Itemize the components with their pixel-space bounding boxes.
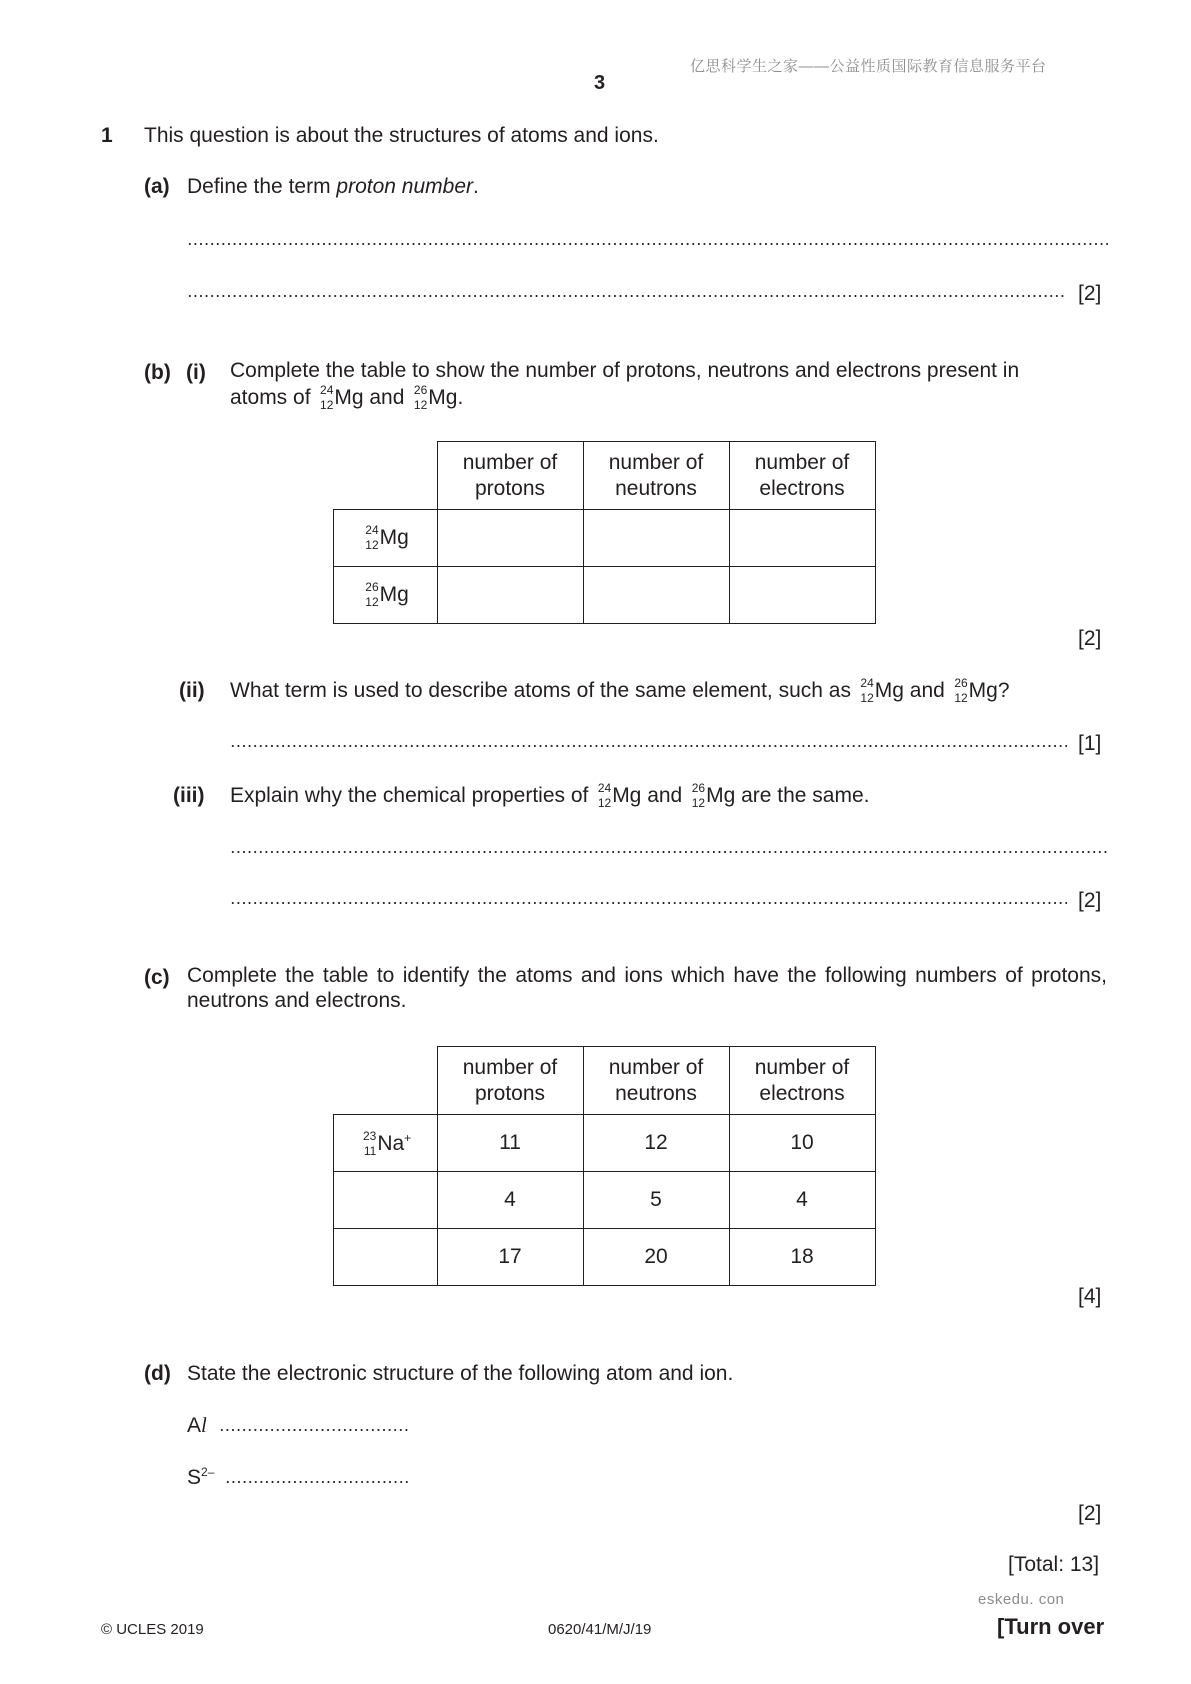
answer-line-b-iii-2[interactable] [230,885,1067,905]
answer-cell[interactable] [437,510,583,567]
part-d-marks: [2] [1078,1502,1102,1525]
part-b-iii-label: (iii) [173,784,205,807]
answer-line-a2[interactable] [187,278,1067,298]
answer-line-b-ii[interactable] [230,728,1067,748]
table-row [334,1115,876,1172]
table-cell: 12 [583,1115,729,1172]
nuclide-notation: 24 12 [860,676,874,705]
copyright: © UCLES 2019 [101,1621,204,1638]
table-row [334,510,876,567]
sulfide-ion-symbol: $S^{2-}$ [187,1465,215,1489]
part-b-i-line2: atoms of 24 12 Mg and 26 12 Mg. [230,383,464,412]
table-cell: 11 [437,1115,583,1172]
mg-isotope-table [333,441,876,624]
column-header: number of electrons [729,442,875,510]
answer-line-b-iii-1[interactable] [230,834,1108,854]
table-row [334,1229,876,1286]
table-cell: 4 [729,1172,875,1229]
nuclide-notation: 24 12 [320,383,334,412]
table-cell: 5 [583,1172,729,1229]
table-cell: 17 [437,1229,583,1286]
row-label: 24 12 Mg [334,510,438,567]
table-cell: 20 [583,1229,729,1286]
aluminium-symbol: Al [187,1413,207,1437]
column-header: number of neutrons [583,1047,729,1115]
nuclide-notation: 24 12 [597,781,612,810]
table-cell: 18 [729,1229,875,1286]
question-intro: This question is about the structures of atoms and ions. [144,124,659,147]
part-a-term: proton number [336,175,473,198]
part-a-question: Define the term proton number. [187,175,479,198]
part-b-ii-question: What term is used to describe atoms of the same element, such as 24 12 Mg and 26 12 Mg? [230,676,1010,705]
answer-cell[interactable] [729,567,875,624]
answer-cell[interactable] [334,1172,438,1229]
column-header: number of electrons [729,1047,875,1115]
answer-cell[interactable] [437,567,583,624]
turn-over: [Turn over [997,1614,1105,1639]
column-header: number of protons [437,442,583,510]
row-label: 26 12 Mg [334,567,438,624]
part-b-i-label: (i) [186,361,206,384]
answer-cell[interactable] [334,1229,438,1286]
part-c-label: (c) [144,966,170,989]
part-b-label: (b) [144,361,171,384]
paper-code: 0620/41/M/J/19 [548,1621,652,1638]
table-row [334,567,876,624]
answer-line-s[interactable] [225,1464,409,1484]
nuclide-notation: 26 12 [691,781,706,810]
answer-cell[interactable] [583,567,729,624]
table-cell: 4 [437,1172,583,1229]
part-d-question: State the electronic structure of the following atom and ion. [187,1362,734,1385]
atoms-ions-table [333,1046,876,1286]
column-header: number of neutrons [583,442,729,510]
row-label: 23 11 Na+ [334,1115,438,1172]
table-row [334,1172,876,1229]
watermark-text: 亿思科学生之家——公益性质国际教育信息服务平台 [690,58,1047,75]
part-b-ii-marks: [1] [1078,732,1102,755]
part-a-marks: [2] [1078,282,1102,305]
part-d-label: (d) [144,1362,171,1385]
table-cell: 10 [729,1115,875,1172]
part-c-marks: [4] [1078,1285,1102,1308]
question-number: 1 [101,124,113,147]
site-watermark: eskedu. con [978,1591,1065,1608]
total-marks: [Total: 13] [1008,1553,1100,1576]
part-b-iii-marks: [2] [1078,889,1102,912]
part-b-i-marks: [2] [1078,627,1102,650]
part-a-label: (a) [144,175,170,198]
nuclide-notation: 26 12 [954,676,968,705]
answer-cell[interactable] [729,510,875,567]
answer-line-al[interactable] [219,1412,409,1432]
column-header: number of protons [437,1047,583,1115]
answer-cell[interactable] [583,510,729,567]
part-b-ii-label: (ii) [179,679,205,702]
part-c-question: Complete the table to identify the atoms and ions which have the following numbers of protons, neutrons and electrons. [187,964,1107,1012]
page-number: 3 [594,72,606,94]
part-b-iii-question: Explain why the chemical properties of 24 12 Mg and 26 12 Mg are the same. [230,781,870,810]
answer-line-a1[interactable] [187,226,1108,246]
nuclide-notation: 26 12 [413,383,428,412]
part-b-i-line1: Complete the table to show the number of protons, neutrons and electrons present in [230,359,1020,382]
